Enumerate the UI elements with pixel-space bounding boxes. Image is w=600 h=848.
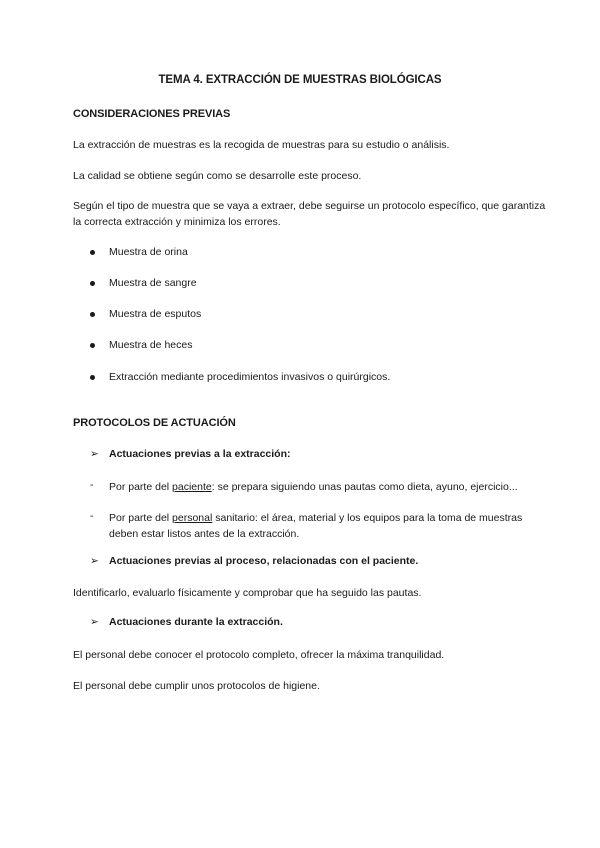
section-heading-consideraciones: CONSIDERACIONES PREVIAS xyxy=(73,108,231,120)
paragraph-line: la correcta extracción y minimiza los errores. xyxy=(73,216,281,228)
arrow-icon: ➢ xyxy=(90,448,99,460)
text-segment: deben estar listos antes de la extracción. xyxy=(109,528,300,540)
arrow-icon: ➢ xyxy=(90,616,99,628)
bullet-icon xyxy=(90,343,95,348)
text-segment: : se prepara siguiendo unas pautas como dieta, ayuno, ejercicio... xyxy=(211,481,518,493)
paragraph xyxy=(73,198,546,230)
section-heading-protocolos: PROTOCOLOS DE ACTUACIÓN xyxy=(73,417,236,429)
text-segment: sanitario: el área, material y los equipos para la toma de muestras xyxy=(212,512,523,524)
paragraph: Identificarlo, evaluarlo físicamente y comprobar que ha seguido las pautas. xyxy=(73,587,422,599)
bullet-icon xyxy=(90,375,95,380)
paragraph-line: Según el tipo de muestra que se vaya a extraer, debe seguirse un protocolo específico, que garantiza xyxy=(73,200,546,212)
text-segment: Por parte del xyxy=(109,481,173,493)
list-item-text: Muestra de sangre xyxy=(109,277,197,289)
list-item-text: Muestra de esputos xyxy=(109,308,202,320)
paragraph: La calidad se obtiene según como se desarrolle este proceso. xyxy=(73,170,362,182)
text-segment: Por parte del xyxy=(109,512,173,524)
page-title: TEMA 4. EXTRACCIÓN DE MUESTRAS BIOLÓGICAS xyxy=(158,74,442,86)
list-item-text: Extracción mediante procedimientos invasivos o quirúrgicos. xyxy=(109,371,391,383)
arrow-list-item xyxy=(90,448,291,460)
dash-marker: - xyxy=(90,479,94,491)
arrow-item-text: Actuaciones previas a la extracción: xyxy=(109,448,291,460)
paragraph: El personal debe cumplir unos protocolos de higiene. xyxy=(73,680,320,692)
paragraph: La extracción de muestras es la recogida de muestras para su estudio o análisis. xyxy=(73,139,450,151)
arrow-item-text: Actuaciones previas al proceso, relacionadas con el paciente. xyxy=(109,555,419,567)
underlined-word: paciente xyxy=(172,481,212,493)
bullet-icon xyxy=(90,281,95,286)
arrow-item-text: Actuaciones durante la extracción. xyxy=(109,616,283,628)
list-item-text: Muestra de orina xyxy=(109,246,188,258)
dash-item-text xyxy=(109,479,529,495)
dash-item-text xyxy=(109,510,529,542)
arrow-list-item xyxy=(90,616,283,628)
arrow-icon: ➢ xyxy=(90,555,99,567)
paragraph: El personal debe conocer el protocolo completo, ofrecer la máxima tranquilidad. xyxy=(73,649,445,661)
dash-marker: - xyxy=(90,510,94,522)
underlined-word: personal xyxy=(172,512,213,524)
bullet-icon xyxy=(90,312,95,317)
list-item-text: Muestra de heces xyxy=(109,339,193,351)
bullet-icon xyxy=(90,250,95,255)
arrow-list-item xyxy=(90,555,418,567)
